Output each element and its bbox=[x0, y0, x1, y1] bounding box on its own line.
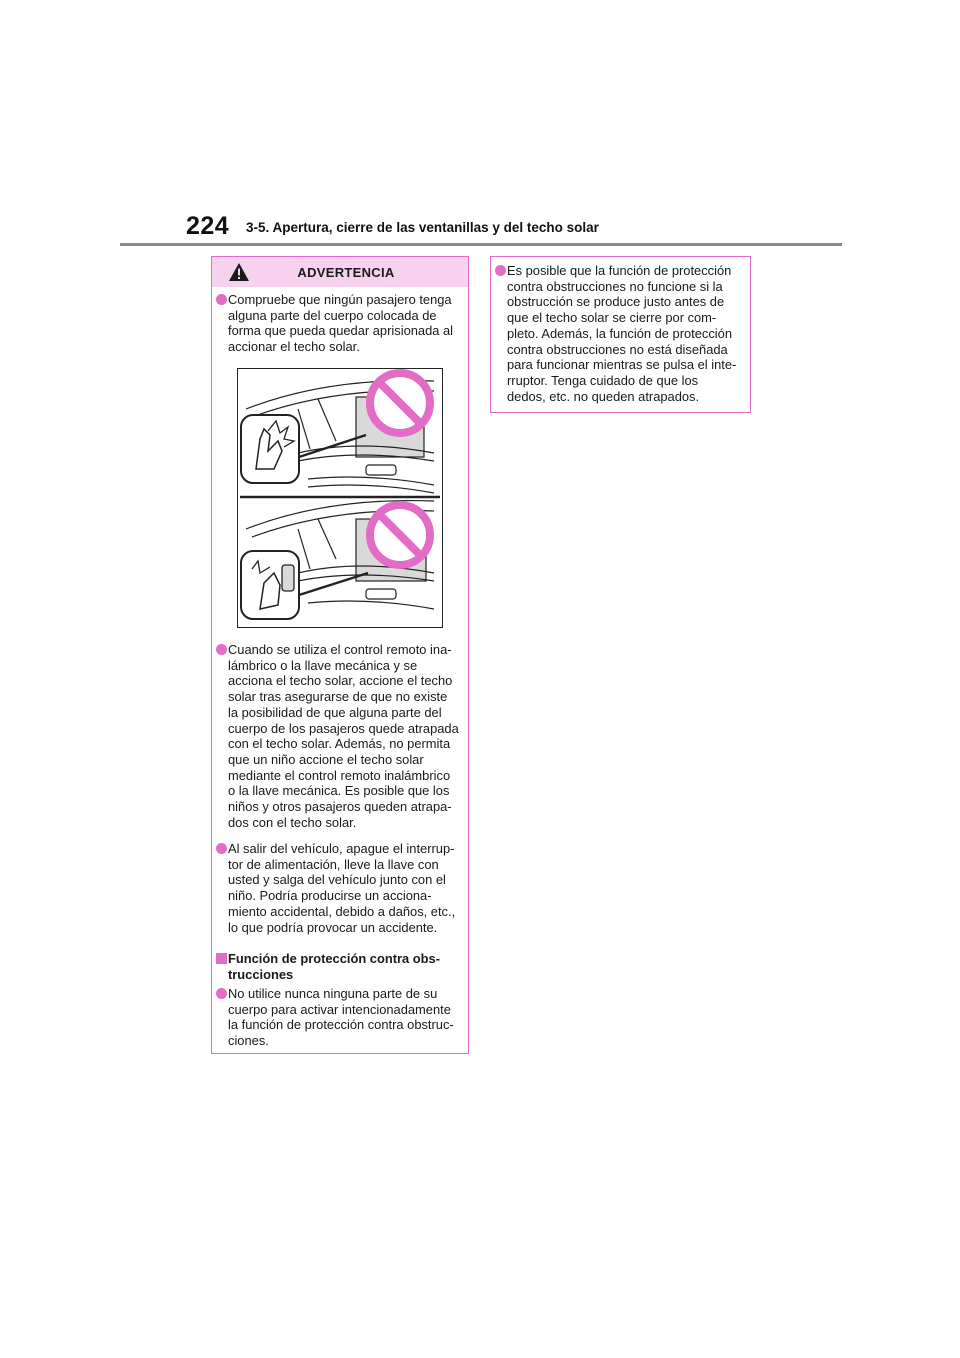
warning-item-4 bbox=[212, 986, 468, 1049]
bullet-icon bbox=[216, 843, 227, 854]
warning-item-3 bbox=[212, 841, 468, 935]
caution-item-1 bbox=[491, 263, 747, 404]
warning-item-2 bbox=[212, 642, 468, 830]
warning-item-1 bbox=[212, 292, 468, 355]
page-number: 224 bbox=[186, 212, 230, 240]
warning-triangle-icon bbox=[228, 262, 250, 282]
warning-header bbox=[212, 257, 468, 287]
warning-subheading bbox=[212, 951, 468, 982]
sunroof-illustration bbox=[237, 368, 443, 628]
page-header bbox=[0, 0, 960, 250]
warning-title: ADVERTENCIA bbox=[297, 264, 395, 280]
bullet-icon bbox=[216, 294, 227, 305]
header-rule bbox=[120, 243, 842, 246]
section-title: 3-5. Apertura, cierre de las ventanillas y del techo solar bbox=[246, 220, 599, 235]
sunroof-drawing bbox=[238, 369, 442, 627]
warning-item-text: Cuando se utiliza el control remoto ina- lámbrico o la llave mecánica y se acciona el techo solar, accione el techo solar tras asegurarse de que no existe la posibilidad de que alguna parte del cuerpo de los pasajeros quede atrapada con el techo solar. Además, no permita que un niño accione el techo solar mediante el control remoto inalámbrico o la llave mecánica. Es posible que los niños y otros pasajeros queden atrapa- dos con el techo solar. bbox=[228, 642, 459, 830]
subheading-text: Función de protección contra obs- trucciones bbox=[228, 951, 440, 982]
bullet-icon bbox=[495, 265, 506, 276]
warning-item-text: Compruebe que ningún pasajero tenga alguna parte del cuerpo colocada de forma que pueda quedar aprisionada al accionar el techo solar. bbox=[228, 292, 454, 355]
bullet-icon bbox=[216, 644, 227, 655]
caution-item-text: Es posible que la función de protección contra obstrucciones no funcione si la obstrucción se produce justo antes de que el techo solar se cierre por com- pleto. Además, la función de protección contra obstrucciones no está diseñada para funcionar mientras se pulsa el inte- rruptor. Tenga cuidado de que los dedos, etc. no queden atrapados. bbox=[507, 263, 737, 404]
bullet-icon bbox=[216, 988, 227, 999]
caution-box bbox=[490, 256, 751, 413]
warning-item-text: No utilice nunca ninguna parte de su cuerpo para activar intencionadamente la función de protección contra obstruc- ciones. bbox=[228, 986, 454, 1049]
prohibited-icon bbox=[370, 505, 430, 565]
warning-item-text: Al salir del vehículo, apague el interrup- tor de alimentación, lleve la llave con usted y salga del vehículo junto con el niño. Podría producirse un acciona- miento accidental, debido a daños, etc., lo que podría provocar un accidente. bbox=[228, 841, 456, 935]
square-bullet-icon bbox=[216, 953, 227, 964]
prohibited-icon bbox=[370, 373, 430, 433]
